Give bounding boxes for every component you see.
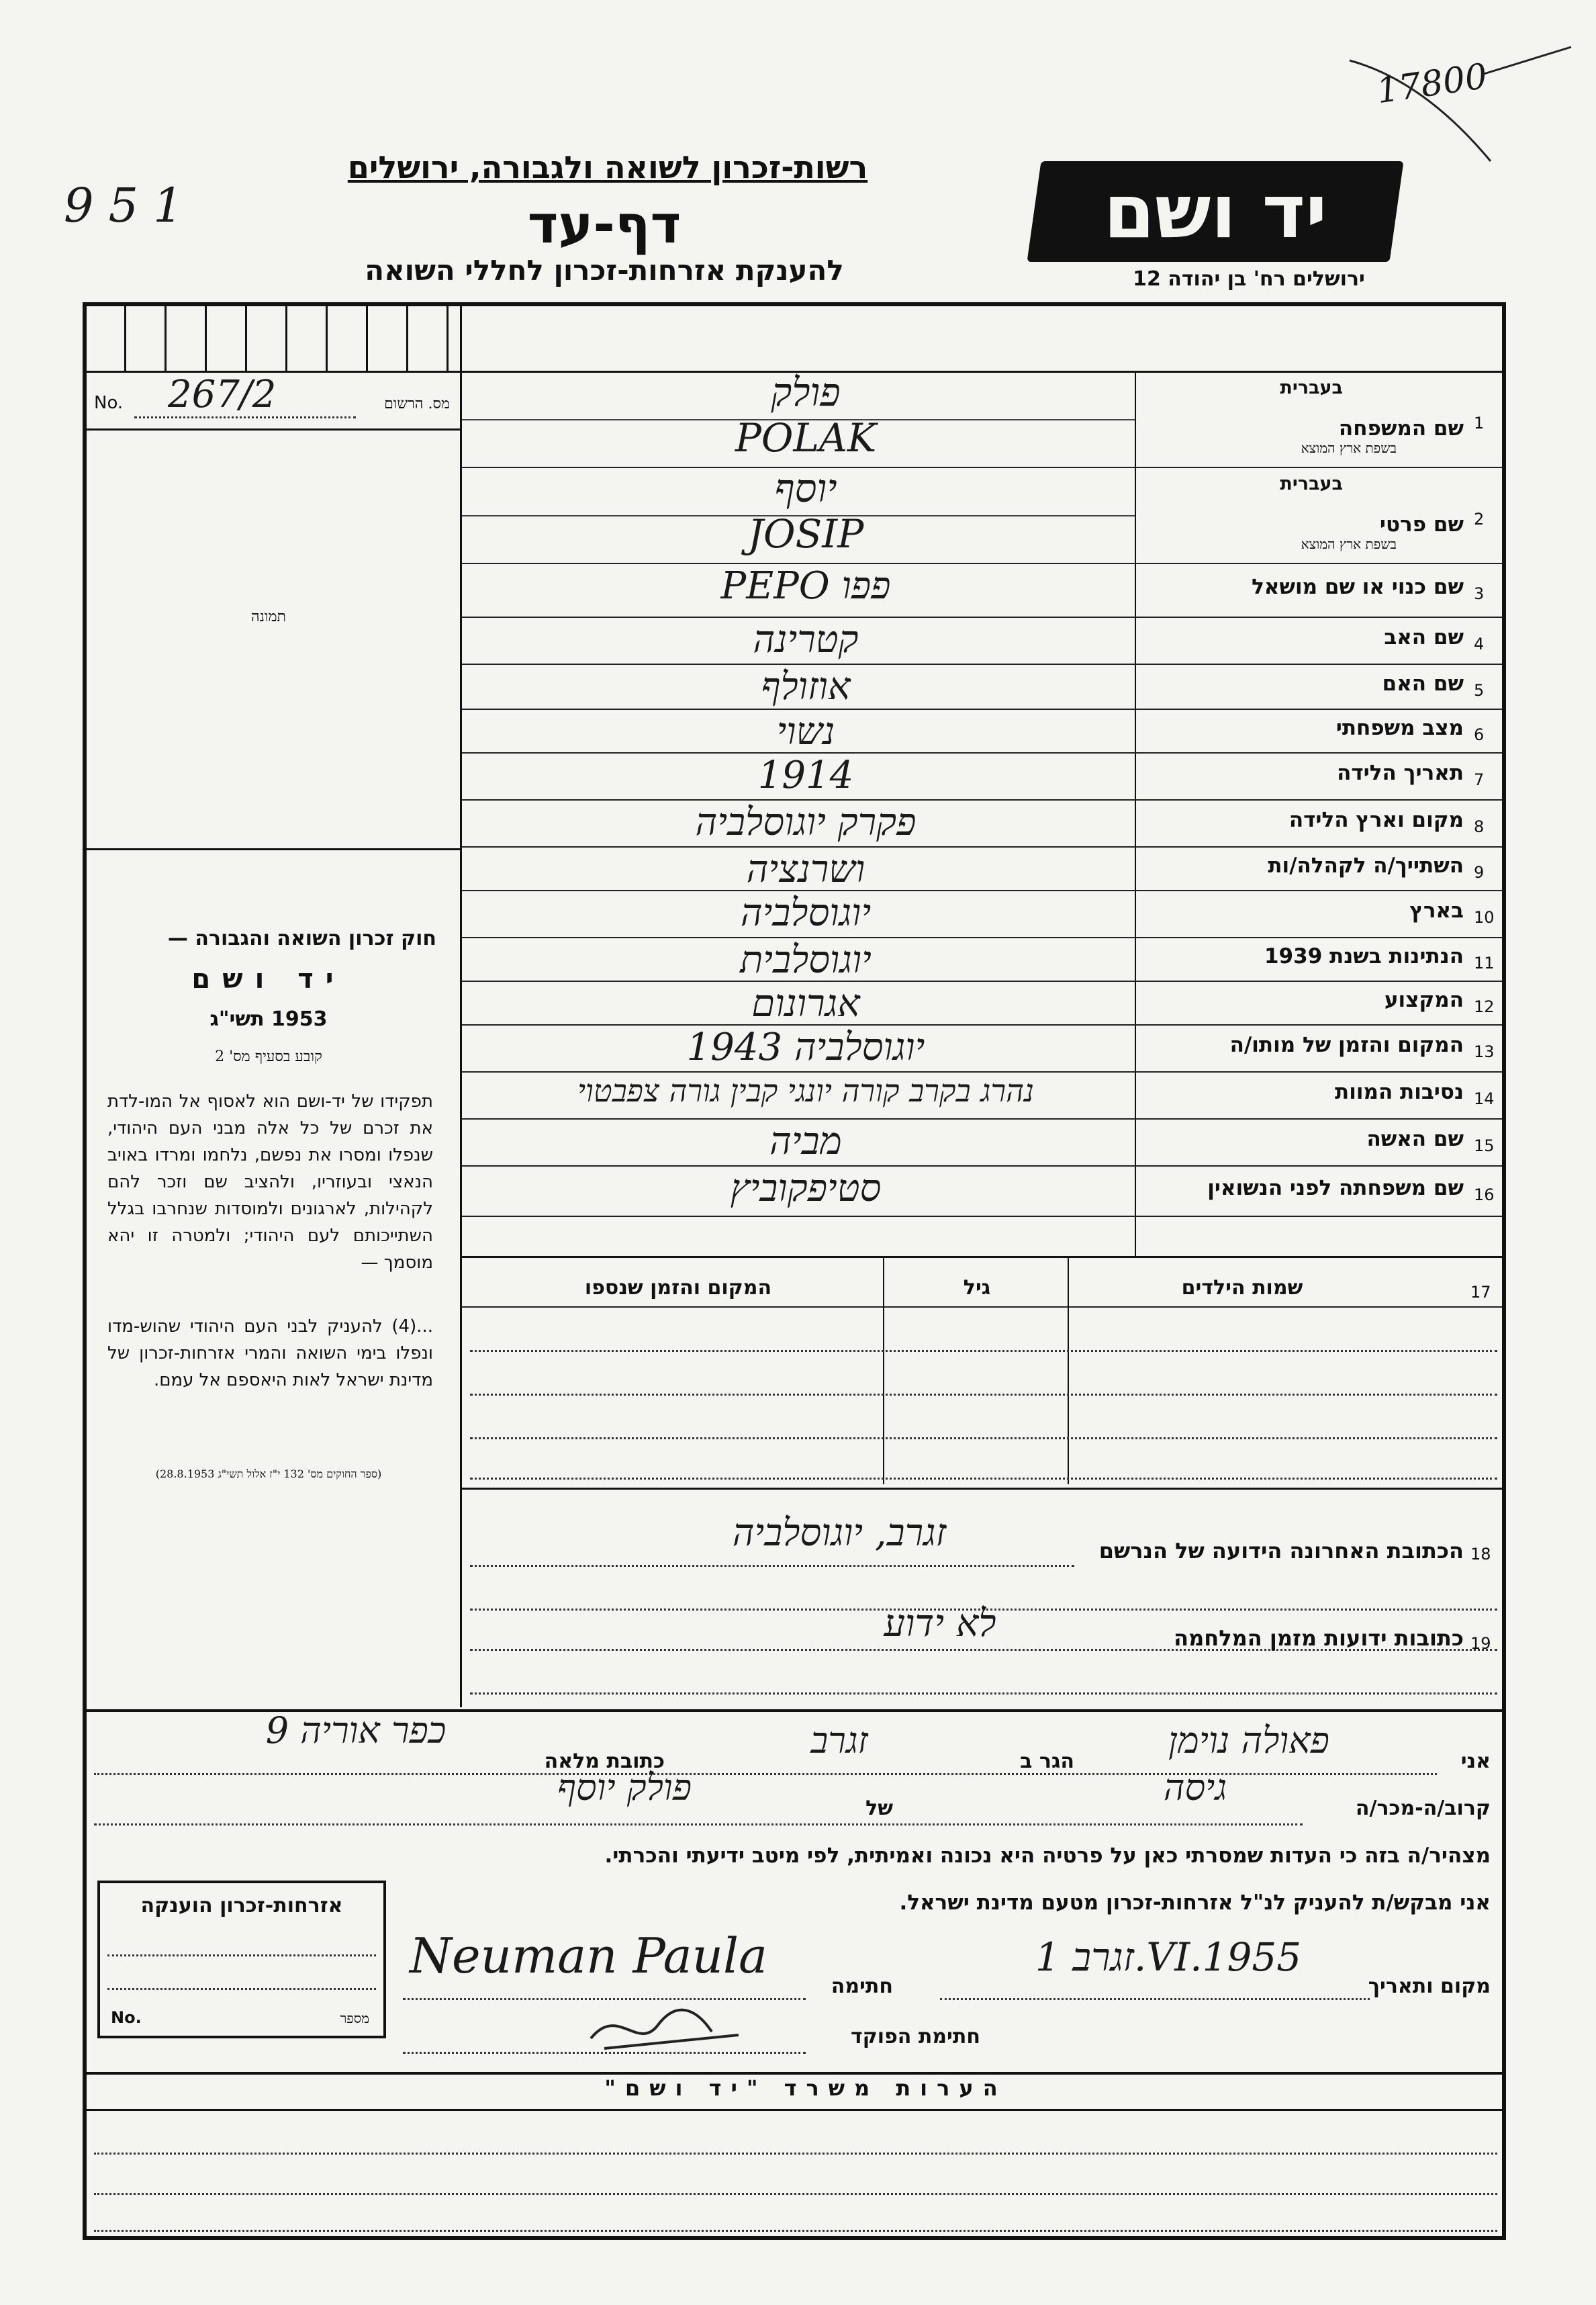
field-11-label: הנתינות בשנת 1939 — [1264, 944, 1464, 968]
field-13-number: 13 — [1474, 1042, 1495, 1061]
field-2-sub-hebrew: בעברית — [1280, 473, 1343, 494]
form-subtitle: להענקת אזרחות-זכרון לחללי השואה — [365, 254, 844, 287]
decl-of-label: של — [865, 1797, 893, 1820]
law-citation: (ספר החוקים מס' 132 י"ז אלול תשי"ג 28.8.1953) — [155, 1467, 382, 1480]
reg-no-value: 267/2 — [168, 373, 277, 416]
children-col-age: גיל — [963, 1276, 991, 1300]
decl-address-value: כפר אוריה 9 — [265, 1709, 447, 1752]
field-2-value-hebrew: יוסף — [774, 465, 837, 511]
left-column-border — [460, 306, 462, 1707]
logo-text: יד ושם — [1103, 169, 1327, 255]
field-4-label: שם האב — [1384, 625, 1464, 649]
reg-no-label: No. — [94, 393, 124, 413]
field-11-value: יוגוסלבית — [740, 938, 872, 982]
decl-relation-label: קרוב/ה-מכר/ה — [1355, 1797, 1491, 1820]
field-15-number: 15 — [1474, 1136, 1495, 1155]
field-6-label: מצב משפחתי — [1335, 715, 1464, 740]
field-16-value: סטיפקוביץ — [730, 1167, 882, 1210]
office-notes-title: הערות משרד "יד ושם" — [604, 2075, 1007, 2101]
field-2-label: שם פרטי — [1379, 512, 1464, 537]
field-13-value: יוגוסלביה 1943 — [686, 1026, 925, 1069]
logo-address: ירושלים רח' בן יהודה 12 — [1133, 267, 1365, 291]
field-10-value: יוגוסלביה — [740, 891, 872, 935]
field-18-number: 18 — [1470, 1545, 1491, 1564]
field-11-number: 11 — [1474, 953, 1495, 973]
field-14-number: 14 — [1474, 1089, 1495, 1108]
authority-line: רשות-זכרון לשואה ולגבורה, ירושלים — [347, 149, 868, 185]
field-16-label: שם משפחתה לפני הנשואין — [1207, 1175, 1464, 1200]
field-8-value: פקרק יוגוסלביה — [695, 801, 917, 844]
law-name: יד ושם — [191, 964, 346, 995]
corner-number: 951 — [64, 178, 198, 233]
field-14-label: נסיבות המוות — [1335, 1080, 1464, 1104]
officer-signature-scribble — [577, 1998, 779, 2059]
field-13-label: המקום והזמן של מותו/ה — [1229, 1033, 1464, 1057]
field-4-value: קטרינה — [753, 618, 859, 662]
children-col-names: שמות הילדים — [1181, 1276, 1303, 1300]
decl-officer-label: חתימת הפוקד — [851, 2025, 980, 2048]
field-6-value: נשוי — [776, 710, 835, 754]
field-5-value: אוזולף — [761, 665, 851, 709]
decl-place-date-label: מקום ותאריך — [1368, 1975, 1491, 1998]
field-9-value: ושרנציה — [746, 848, 865, 891]
field-10-number: 10 — [1474, 908, 1495, 927]
field-12-label: המקצוע — [1384, 987, 1464, 1012]
reg-label: מס. הרשום — [384, 396, 450, 412]
field-5-number: 5 — [1474, 680, 1485, 700]
field-15-label: שם האשה — [1366, 1127, 1464, 1151]
corner-stamp: 17800 — [1374, 56, 1490, 112]
field-18-value: זגרב, יוגוסלביה — [732, 1511, 947, 1555]
form-title: דף-עד — [527, 195, 682, 255]
field-9-number: 9 — [1474, 862, 1485, 882]
field-17-number: 17 — [1470, 1283, 1491, 1302]
field-1-value-hebrew: פולק — [771, 369, 841, 415]
field-16-number: 16 — [1474, 1185, 1495, 1204]
decl-relation-value: גיסה — [1163, 1766, 1227, 1809]
field-2-value-origin: JOSIP — [747, 510, 864, 557]
law-paragraph-1: תפקידו של יד-ושם הוא לאסוף אל המו-לדת את זכרם של כל אלה מבני העם היהודי, שנפלו ומסרו את נפשם, נלחמו ומרדו באויב הנאצי ובעוזריו, ולהציב שם וזכר להם לקהילות, לארגונים ולמוסדות שנחרבו בגלל השתייכותם לעם היהודי; ולמטרה זו יהא מוסמך — — [107, 1091, 433, 1273]
field-5-label: שם האם — [1382, 671, 1464, 696]
field-10-label: בארץ — [1409, 899, 1464, 923]
field-15-value: מביה — [769, 1120, 842, 1163]
field-19-value: לא ידוע — [884, 1602, 996, 1645]
decl-ani-value: פאולה נוימן — [1168, 1719, 1329, 1762]
field-3-number: 3 — [1474, 584, 1485, 603]
field-1-label: שם המשפחה — [1338, 416, 1464, 441]
field-8-label: מקום וארץ הלידה — [1288, 808, 1464, 832]
photo-label: תמונה — [251, 608, 286, 625]
field-2-number: 2 — [1474, 509, 1485, 529]
law-year: 1953 תשי"ג — [209, 1007, 328, 1031]
field-8-number: 8 — [1474, 817, 1485, 836]
decl-address-label: כתובת מלאה — [544, 1750, 665, 1773]
decl-of-value: פולק יוסף — [557, 1766, 692, 1809]
field-3-value: פפו PEPO — [720, 564, 891, 608]
field-19-number: 19 — [1470, 1634, 1491, 1653]
field-1-sub-origin: בשפת ארץ המוצא — [1301, 440, 1397, 456]
field-7-number: 7 — [1474, 770, 1485, 789]
field-4-number: 4 — [1474, 635, 1485, 653]
law-title: חוק זכרון השואה והגבורה — — [167, 927, 436, 950]
cert-box-title: אזרחות-זכרון הוענקה — [140, 1894, 343, 1917]
label-column-border — [1135, 371, 1136, 1256]
corner-pen-stroke — [1343, 40, 1585, 175]
field-9-label: השתייך/ה לקהלה/ות — [1268, 853, 1464, 878]
field-2-sub-origin: בשפת ארץ המוצא — [1301, 536, 1397, 552]
decl-hagar-value: זגרב — [810, 1719, 868, 1762]
law-section: קובע בסעיף מס' 2 — [215, 1048, 322, 1065]
field-1-value-origin: POLAK — [735, 414, 877, 461]
field-6-number: 6 — [1474, 725, 1485, 744]
decl-hagar-label: הגר ב — [1020, 1750, 1074, 1773]
decl-ani-label: אני — [1460, 1750, 1491, 1773]
field-12-number: 12 — [1474, 997, 1495, 1016]
field-1-sub-hebrew: בעברית — [1280, 377, 1343, 398]
decl-place-date-value: זגרב 1.VI.1955 — [1035, 1934, 1302, 1980]
field-3-label: שם כנוי או שם מושאל — [1252, 575, 1464, 599]
field-1-number: 1 — [1474, 413, 1485, 433]
law-paragraph-2: ...(4) להעניק לבני העם היהודי שהוש-מדו ונפלו בימי השואה והמרי אזרחות-זכרון של מדינת ישראל לאות היאספם אל עמם. — [107, 1316, 433, 1390]
field-19-label: כתובות ידועות מזמן המלחמה — [1174, 1625, 1464, 1651]
field-14-value: נהרג בקרב קורה יונגי קבין גורה צפבטוי — [577, 1073, 1034, 1109]
field-18-label: הכתובת האחרונה הידועה של הנרשם — [1098, 1538, 1464, 1564]
field-7-value: 1914 — [757, 754, 854, 797]
decl-statement: מצהיר/ה בזה כי העדות שמסרתי כאן על פרטיה היא נכונה ואמיתית, לפי מיטב ידיעתי והכרתי. — [604, 1844, 1491, 1868]
field-row-divider — [462, 1216, 1502, 1217]
top-stub-row — [87, 306, 1502, 373]
decl-request: אני מבקש/ת להעניק לנ"ל אזרחות-זכרון מטעם מדינת ישראל. — [899, 1891, 1491, 1915]
field-7-label: תאריך הלידה — [1337, 761, 1464, 785]
children-col-place: המקום והזמן שנספו — [584, 1276, 772, 1300]
field-12-value: אגרונום — [751, 982, 860, 1026]
cert-box-num-label: מספר — [340, 2010, 369, 2026]
decl-signature-label: חתימה — [831, 1975, 893, 1998]
decl-signature-value: Neuman Paula — [410, 1928, 767, 1984]
cert-box-no-label: No. — [111, 2008, 142, 2027]
